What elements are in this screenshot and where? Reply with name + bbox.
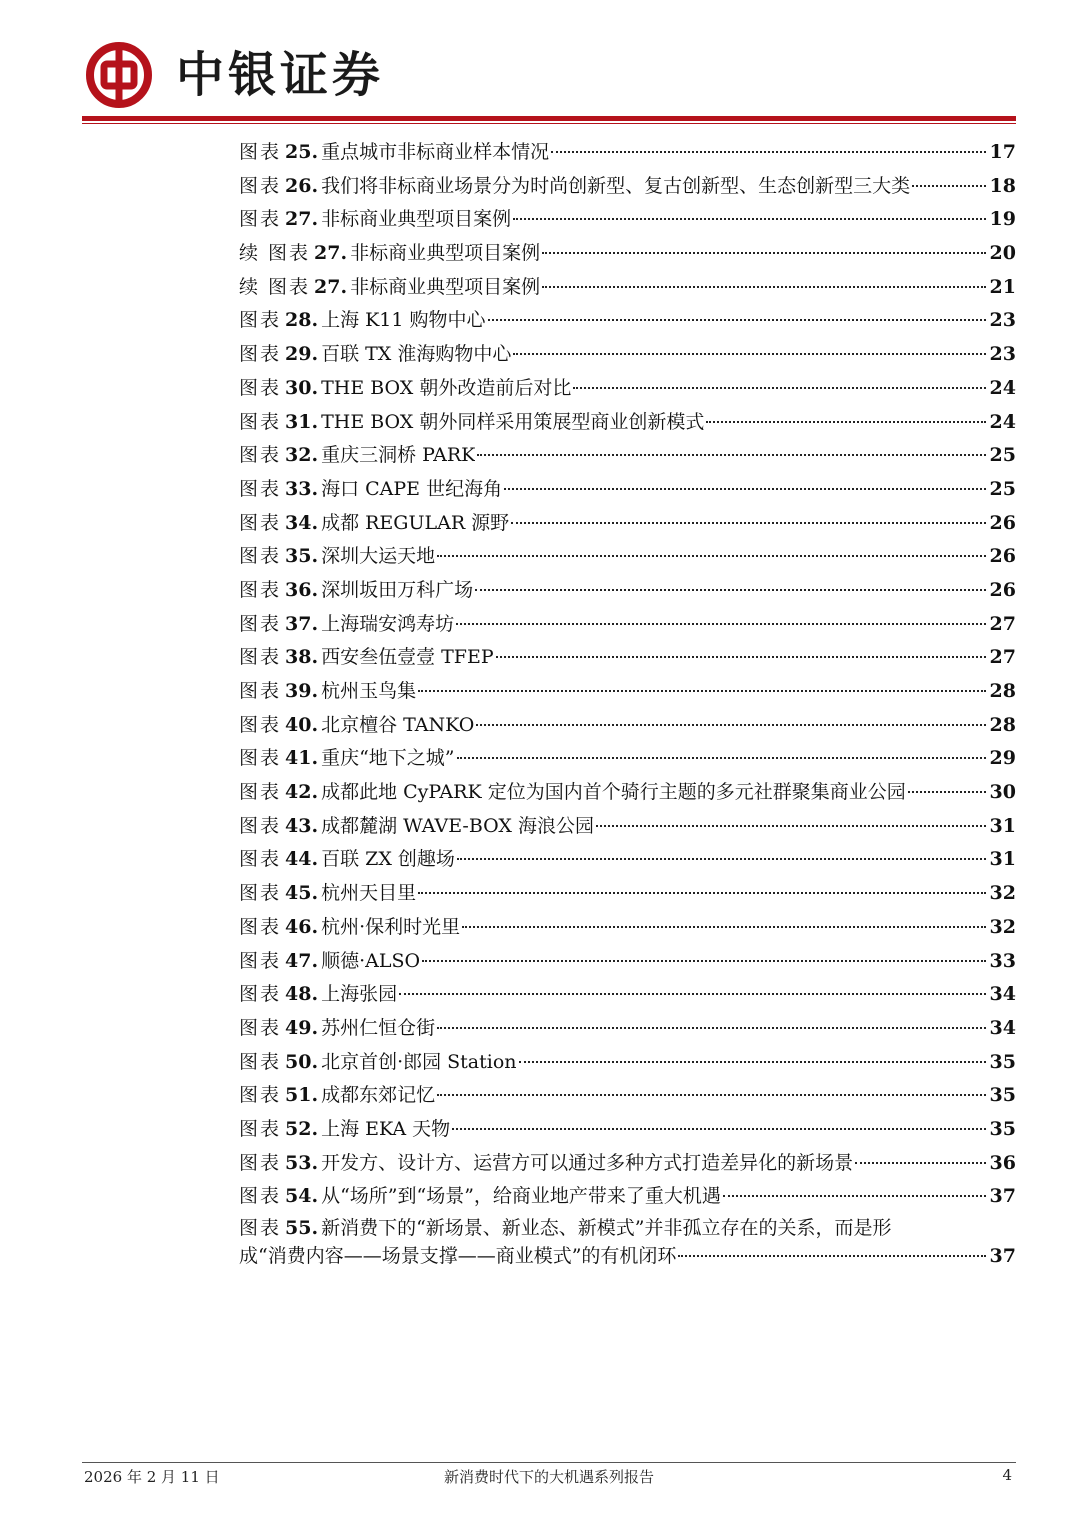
toc-entry[interactable] [239,271,1016,305]
toc-entry[interactable] [239,1180,1016,1214]
toc-page-number: 23 [989,343,1016,366]
toc-prefix: 图表 [239,343,282,366]
toc-prefix: 图表 [239,882,282,905]
toc-prefix: 图表 [239,141,282,163]
toc-title: 百联 ZX 创趣场 [321,848,455,871]
toc-title: 深圳坂田万科广场 [321,578,474,601]
toc-figure-number: 32. [285,444,319,467]
toc-figure-number: 54. [285,1185,319,1208]
toc-entry[interactable] [239,776,1016,810]
toc-title: 海口 CAPE 世纪海角 [321,477,503,500]
toc-prefix: 图表 [239,376,282,399]
toc-figure-number: 49. [285,1016,319,1039]
toc-entry[interactable] [239,473,1016,507]
toc-leader-dots [912,184,985,187]
toc-prefix: 图表 [239,713,282,736]
toc-title: 成都 REGULAR 源野 [321,511,510,534]
toc-entry[interactable] [239,1214,1016,1270]
toc-figure-number: 35. [285,545,319,568]
toc-figure-number: 33. [285,477,319,500]
toc-leader-dots [437,554,985,557]
toc-title: 从“场所”到“场景”，给商业地产带来了重大机遇 [321,1185,721,1208]
toc-prefix: 图表 [239,1050,282,1073]
toc-title: 成都此地 CyPARK 定位为国内首个骑行主题的多元社群聚集商业公园 [321,781,906,804]
toc-page-number: 35 [989,1050,1016,1073]
toc-prefix: 图表 [239,511,282,534]
toc-leader-dots [452,1127,985,1130]
toc-title: 重点城市非标商业样本情况 [321,141,550,163]
toc-page-number: 34 [989,1016,1016,1039]
toc-leader-dots [476,723,985,726]
toc-figure-number: 38. [285,646,319,669]
toc-prefix: 图表 [239,612,282,635]
toc-page-number: 28 [989,680,1016,702]
page-header [82,38,1016,118]
toc-entry[interactable] [239,742,1016,776]
toc-entry[interactable] [239,1079,1016,1113]
toc-title: 重庆“地下之城” [321,747,455,770]
toc-page-number: 32 [989,882,1016,905]
toc-page-number: 24 [989,410,1016,433]
toc-leader-dots [457,756,986,759]
toc-leader-dots [706,420,985,423]
toc-figure-number: 55. [285,1217,319,1239]
toc-entry-line1 [239,1214,1016,1242]
toc-prefix: 图表 [239,444,282,467]
toc-prefix: 图表 [239,545,282,568]
toc-entry[interactable] [239,203,1016,237]
toc-title: 开发方、设计方、运营方可以通过多种方式打造差异化的新场景 [321,1151,854,1174]
toc-title: 上海 K11 购物中心 [321,309,486,332]
toc-page-number: 33 [989,949,1016,972]
toc-entry[interactable] [239,406,1016,440]
toc-leader-dots [511,521,985,524]
toc-leader-dots [513,352,985,355]
toc-leader-dots [488,318,986,321]
toc-page-number: 26 [989,545,1016,568]
toc-figure-number: 27. [314,242,348,265]
toc-page-number: 26 [989,511,1016,534]
toc-page-number: 25 [989,477,1016,500]
toc-figure-number: 36. [285,578,319,601]
toc-title: 百联 TX 淮海购物中心 [321,343,512,366]
toc-prefix: 图表 [239,1151,282,1174]
toc-entry[interactable] [239,641,1016,675]
toc-prefix: 图表 [239,983,282,1006]
toc-leader-dots [422,959,985,962]
header-divider-thin [82,123,1016,124]
toc-page-number: 32 [989,915,1016,938]
toc-figure-number: 41. [285,747,319,770]
footer-date: 2026 年 2 月 11 日 [84,1468,220,1486]
toc-prefix: 图表 [239,208,282,231]
toc-figure-number: 28. [285,309,319,332]
footer-page-number: 4 [1002,1466,1012,1484]
toc-entry[interactable] [239,237,1016,271]
toc-entry[interactable] [239,978,1016,1012]
toc-prefix: 图表 [239,747,282,770]
toc-figure-number: 26. [285,174,319,197]
toc-leader-dots [723,1194,986,1197]
toc-entry[interactable] [239,136,1016,170]
toc-entry[interactable] [239,540,1016,574]
toc-title: 北京首创·郎园 Station [321,1050,517,1073]
toc-entry[interactable] [239,338,1016,372]
toc-figure-number: 52. [285,1117,319,1140]
toc-prefix: 图表 [239,477,282,500]
toc-page-number: 31 [989,814,1016,837]
toc-title: 非标商业典型项目案例 [350,275,541,298]
toc-title: 非标商业典型项目案例 [350,242,541,265]
toc-title: 杭州·保利时光里 [321,915,461,938]
toc-leader-dots [418,891,985,894]
toc-page-number: 28 [989,713,1016,736]
toc-figure-number: 43. [285,814,319,837]
page-footer [82,1466,1016,1490]
toc-figure-number: 42. [285,781,319,804]
toc-entry[interactable] [239,1046,1016,1080]
toc-prefix: 图表 [239,781,282,804]
toc-leader-dots [573,386,985,389]
toc-figure-number: 47. [285,949,319,972]
toc-figure-number: 37. [285,612,319,635]
toc-prefix: 图表 [239,1084,282,1107]
toc-leader-dots [519,1060,986,1063]
toc-page-number: 35 [989,1084,1016,1107]
toc-prefix: 图表 [239,1185,282,1208]
footer-report-title: 新消费时代下的大机遇系列报告 [443,1468,654,1486]
toc-title: 我们将非标商业场景分为时尚创新型、复古创新型、生态创新型三大类 [321,174,911,197]
toc-leader-dots [437,1026,985,1029]
toc-prefix: 图表 [239,1016,282,1039]
toc-title: 上海 EKA 天物 [321,1117,451,1140]
toc-title: 成都麓湖 WAVE-BOX 海浪公园 [321,814,594,837]
toc-prefix: 图表 [239,848,282,871]
toc-page-number: 21 [989,275,1016,298]
toc-leader-dots [551,150,985,153]
toc-entry[interactable] [239,945,1016,979]
toc-leader-dots [456,622,985,625]
toc-title: 成都东郊记忆 [321,1084,436,1107]
toc-page-number: 24 [989,376,1016,399]
toc-title: 非标商业典型项目案例 [321,208,512,231]
toc-title: 顺德·ALSO [321,949,421,972]
toc-leader-dots [477,453,985,456]
toc-page-number: 36 [989,1151,1016,1174]
toc-entry-line2 [239,1242,1016,1270]
toc-page-number: 27 [989,646,1016,669]
footer-divider [82,1462,1016,1463]
toc-entry[interactable] [239,1147,1016,1181]
toc-title: 新消费下的“新场景、新业态、新模式”并非孤立存在的关系，而是形 [321,1217,892,1239]
toc-figure-number: 40. [285,713,319,736]
toc-figure-number: 46. [285,915,319,938]
toc-page-number: 25 [989,444,1016,467]
bank-of-china-logo-icon [86,42,152,108]
toc-figure-number: 50. [285,1050,319,1073]
brand-name: 中银证券 [176,47,385,103]
toc-figure-number: 45. [285,882,319,905]
toc-leader-dots [457,857,986,860]
toc-leader-dots [437,1093,985,1096]
toc-leader-dots [418,689,985,692]
toc-figure-number: 53. [285,1151,319,1174]
toc-prefix: 图表 [239,309,282,332]
toc-leader-dots [908,790,986,793]
toc-title: THE BOX 朝外改造前后对比 [321,376,572,399]
toc-leader-dots [513,217,985,220]
toc-entry[interactable] [239,911,1016,945]
toc-title: 杭州天目里 [321,882,417,905]
toc-page-number: 20 [989,242,1016,265]
toc-entry[interactable] [239,304,1016,338]
toc-page-number: 23 [989,309,1016,332]
toc-figure-number: 27. [314,275,348,298]
toc-prefix: 图表 [239,680,282,702]
toc-leader-dots [542,285,985,288]
figure-index [239,136,1016,1270]
toc-page-number: 34 [989,983,1016,1006]
toc-entry[interactable] [239,675,1016,709]
toc-entry[interactable] [239,574,1016,608]
toc-figure-number: 51. [285,1084,319,1107]
toc-prefix: 图表 [239,1117,282,1140]
toc-entry[interactable] [239,709,1016,743]
toc-figure-number: 27. [285,208,319,231]
toc-page-number: 35 [989,1117,1016,1140]
toc-leader-dots [462,925,985,928]
toc-prefix: 图表 [239,578,282,601]
toc-entry[interactable] [239,810,1016,844]
toc-title: 上海张园 [321,983,398,1006]
toc-title: 杭州玉鸟集 [321,680,417,702]
toc-prefix: 续 图表 [239,275,311,298]
toc-title: 北京檀谷 TANKO [321,713,475,736]
toc-prefix: 图表 [239,174,282,197]
toc-page-number: 37 [989,1245,1016,1267]
toc-leader-dots [475,588,985,591]
toc-entry[interactable] [239,170,1016,204]
toc-leader-dots [504,487,985,490]
toc-page-number: 30 [989,781,1016,804]
toc-figure-number: 34. [285,511,319,534]
toc-figure-number: 31. [285,410,319,433]
toc-title: 深圳大运天地 [321,545,436,568]
toc-entry[interactable] [239,843,1016,877]
toc-entry[interactable] [239,877,1016,911]
toc-prefix: 图表 [239,949,282,972]
toc-leader-dots [496,655,986,658]
toc-entry[interactable] [239,1113,1016,1147]
toc-page-number: 27 [989,612,1016,635]
toc-prefix: 图表 [239,915,282,938]
toc-page-number: 37 [989,1185,1016,1208]
toc-prefix: 图表 [239,814,282,837]
toc-entry[interactable] [239,507,1016,541]
toc-leader-dots [678,1254,985,1257]
toc-prefix: 图表 [239,646,282,669]
toc-figure-number: 48. [285,983,319,1006]
toc-figure-number: 25. [285,141,319,163]
toc-figure-number: 44. [285,848,319,871]
toc-title: THE BOX 朝外同样采用策展型商业创新模式 [321,410,705,433]
toc-entry[interactable] [239,1012,1016,1046]
toc-prefix: 图表 [239,1217,282,1239]
toc-page-number: 18 [989,174,1016,197]
toc-title-continued: 成“消费内容——场景支撑——商业模式”的有机闭环 [239,1245,677,1267]
toc-figure-number: 39. [285,680,319,702]
header-divider [82,116,1016,121]
toc-entry[interactable] [239,372,1016,406]
toc-page-number: 19 [989,208,1016,231]
toc-leader-dots [542,251,985,254]
toc-page-number: 31 [989,848,1016,871]
toc-entry[interactable] [239,608,1016,642]
toc-prefix: 续 图表 [239,242,311,265]
toc-leader-dots [596,824,986,827]
toc-page-number: 26 [989,578,1016,601]
toc-title: 重庆三洞桥 PARK [321,444,476,467]
toc-leader-dots [855,1161,985,1164]
toc-title: 西安叁伍壹壹 TFEP [321,646,494,669]
toc-entry[interactable] [239,439,1016,473]
toc-title: 苏州仁恒仓街 [321,1016,436,1039]
toc-title: 上海瑞安鸿寿坊 [321,612,455,635]
toc-prefix: 图表 [239,410,282,433]
toc-figure-number: 30. [285,376,319,399]
toc-page-number: 17 [989,141,1016,163]
toc-figure-number: 29. [285,343,319,366]
toc-page-number: 29 [989,747,1016,770]
toc-leader-dots [399,992,985,995]
